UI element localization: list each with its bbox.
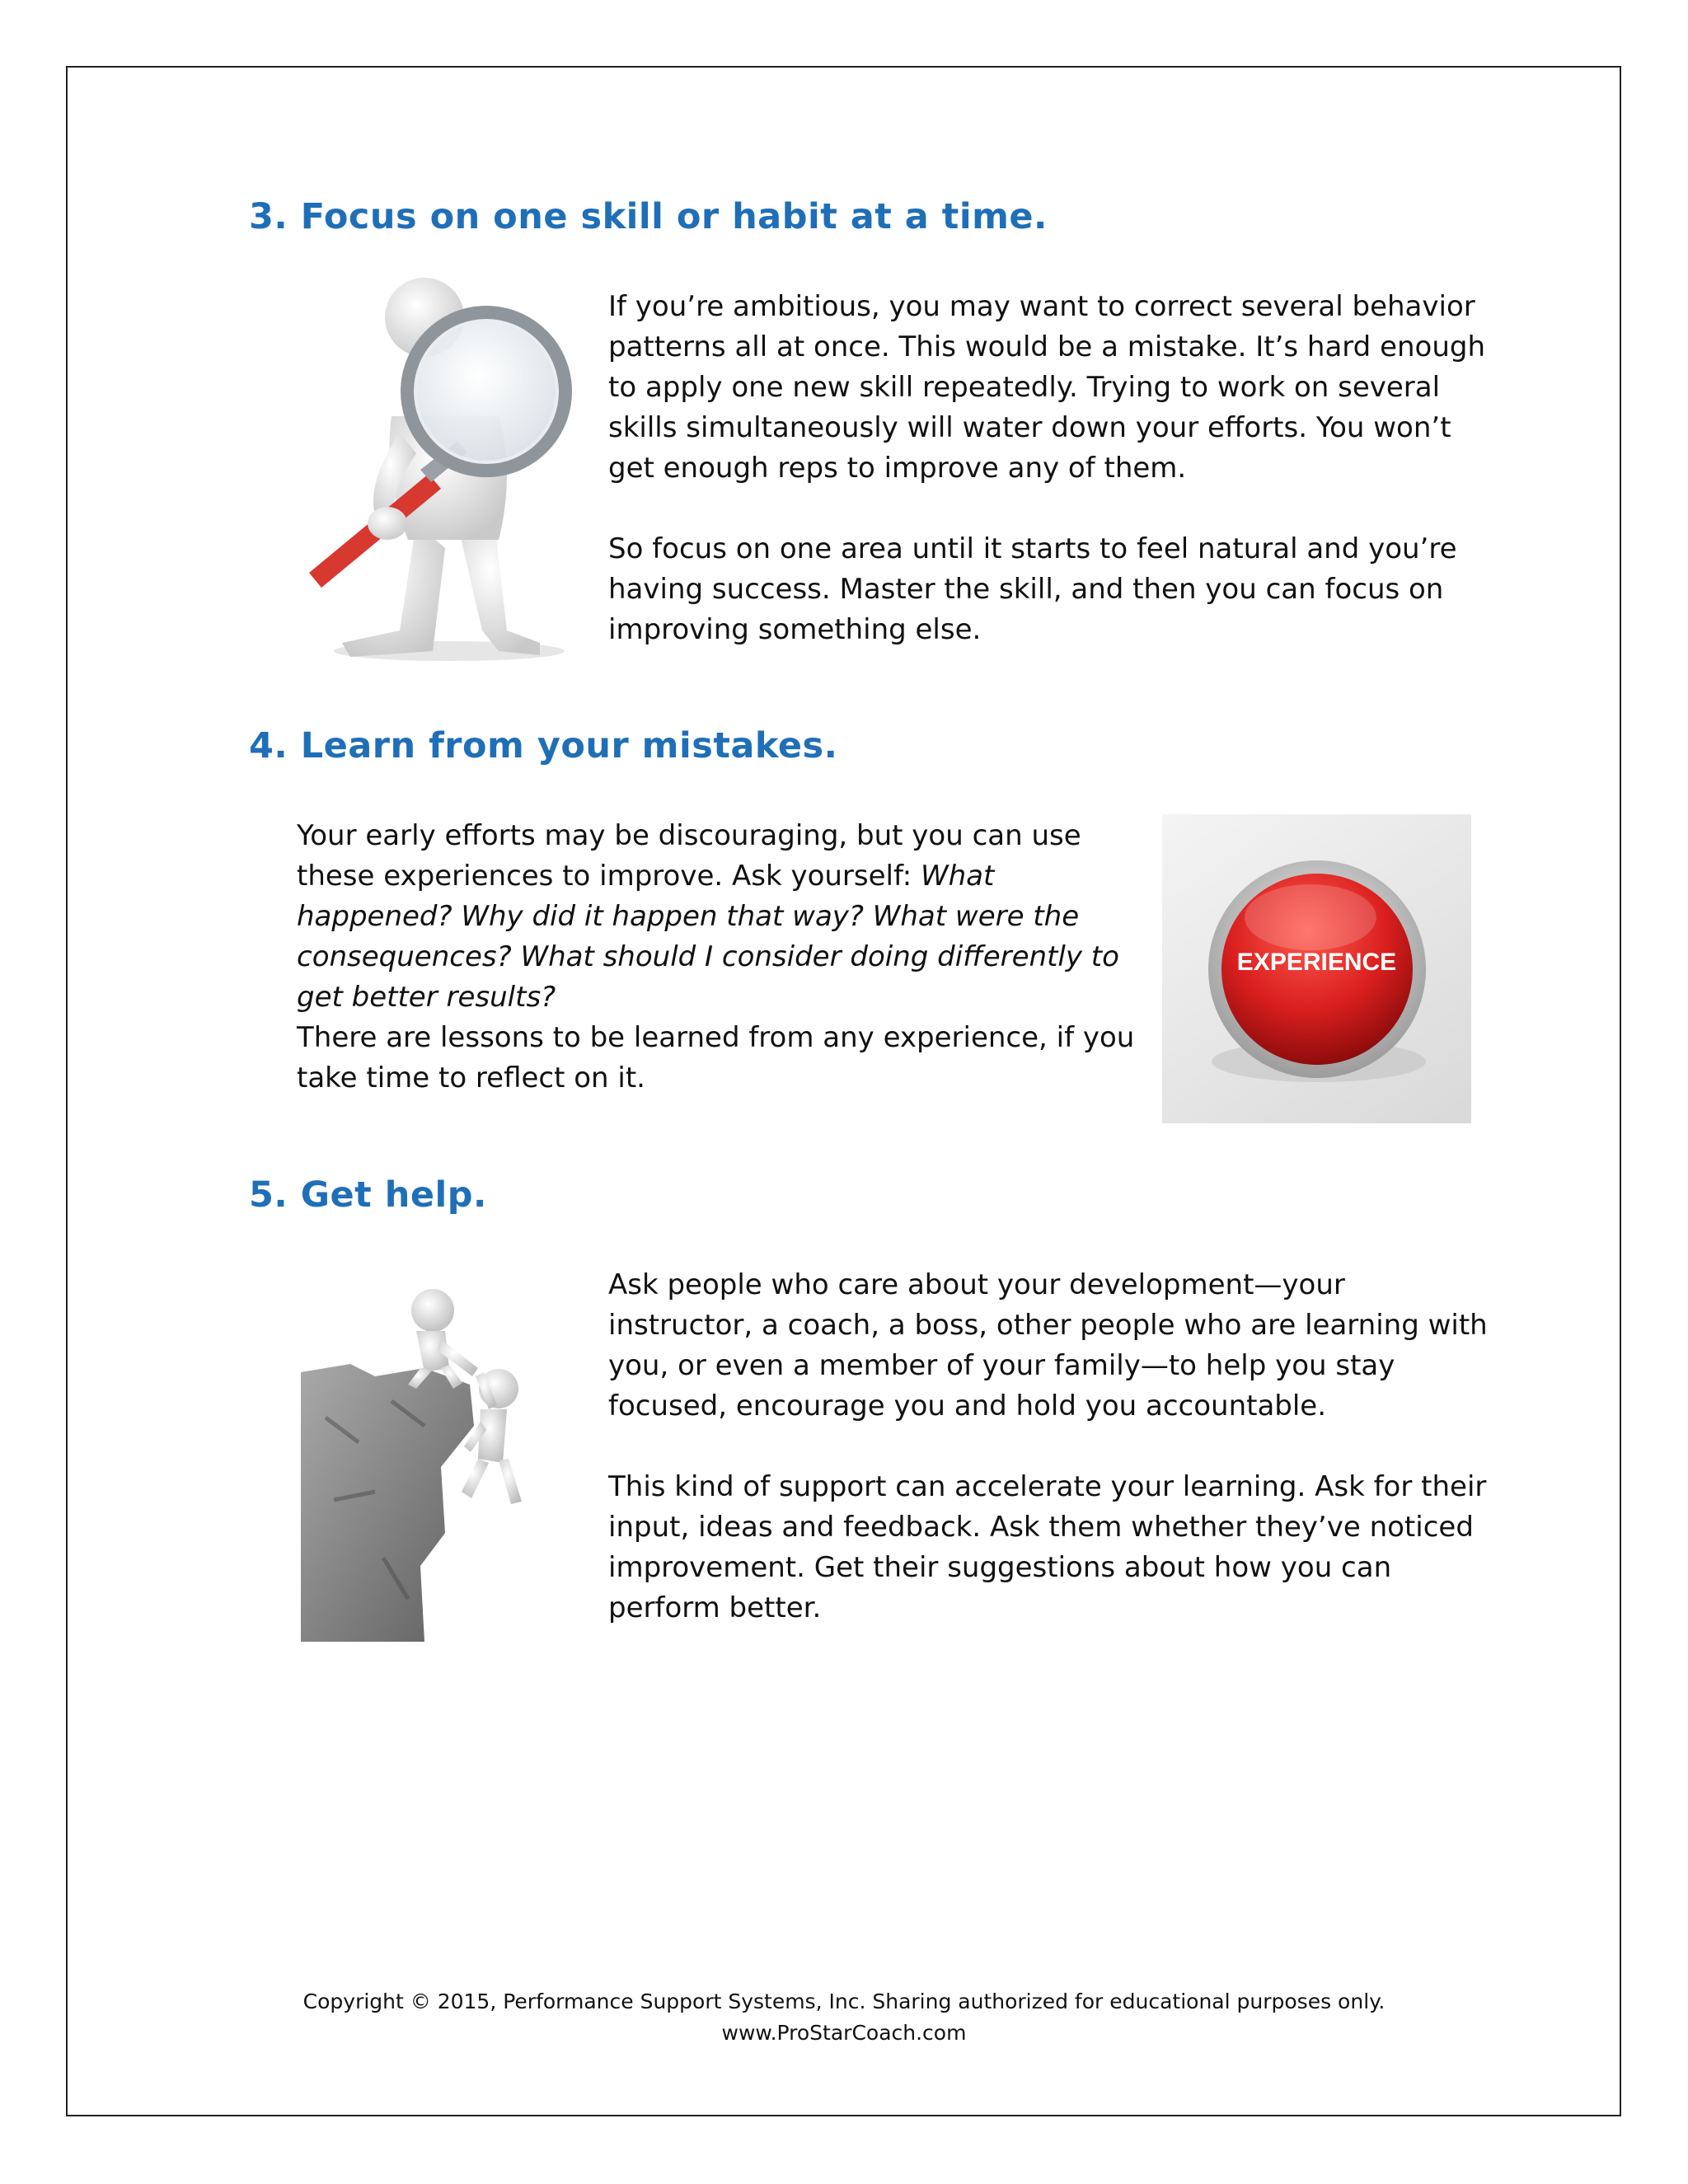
experience-button-label: EXPERIENCE <box>1236 949 1397 976</box>
section-5-paragraph-1: Ask people who care about your development—your instructor, a coach, a boss, other people who are learning with you, or even a member of your family—to help you stay focused, encourage you and hold you accountable. <box>608 1268 1488 1422</box>
section-5-paragraph-2: This kind of support can accelerate your learning. Ask for their input, ideas and feedback. Ask them whether they’ve noticed improvement. Get their suggestions about how you can perform better. <box>608 1470 1487 1624</box>
section-4-paragraph-2: There are lessons to be learned from any experience, if you take time to reflect on it. <box>297 1021 1135 1094</box>
section-4-paragraph-1 <box>297 816 1137 1018</box>
footer <box>0 1986 1688 2049</box>
section-3-heading: 3. Focus on one skill or habit at a time. <box>249 196 1048 237</box>
section-4-paragraph-1-italic: What happened? Why did it happen that way? What were the consequences? What should I consider doing differently to get better results? <box>297 860 1119 1014</box>
section-5-heading: 5. Get help. <box>249 1174 487 1216</box>
footer-copyright: Copyright © 2015, Performance Support Systems, Inc. Sharing authorized for educational purposes only. <box>302 1990 1386 2013</box>
section-3-paragraph-2: So focus on one area until it starts to feel natural and you’re having success. Master the skill, and then you can focus on improving something else. <box>608 532 1457 646</box>
footer-url[interactable]: www.ProStarCoach.com <box>721 2021 967 2045</box>
experience-button-figure <box>1162 814 1471 1123</box>
section-4-paragraph-1-plain: Your early efforts may be discouraging, but you can use these experiences to improve. Ask yourself: <box>297 819 1081 893</box>
section-3-paragraph-1: If you’re ambitious, you may want to correct several behavior patterns all at once. This would be a mistake. It’s hard enough to apply one new skill repeatedly. Trying to work on several skills simultaneously will water down your efforts. You won’t get enough reps to improve any of them. <box>608 290 1486 485</box>
cliff-helping-figures <box>301 1286 548 1642</box>
magnifying-glass-figure <box>293 276 589 668</box>
section-4-heading: 4. Learn from your mistakes. <box>249 725 838 766</box>
